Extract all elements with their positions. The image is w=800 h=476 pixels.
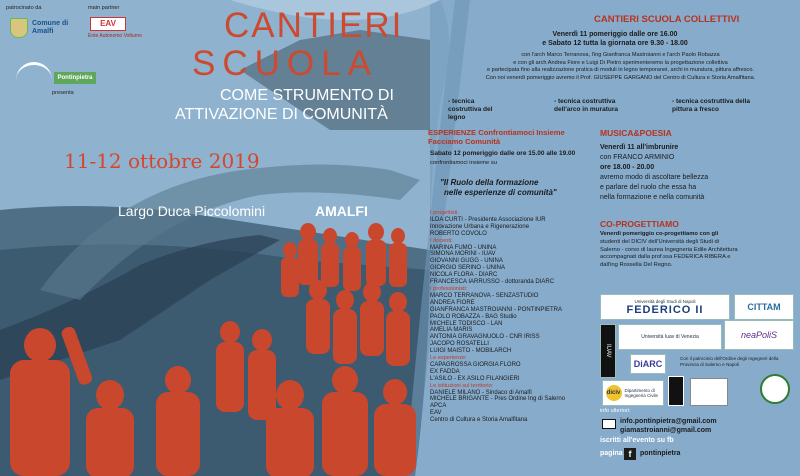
esperienza-item: L'ASILO - EX ASILO FILANGIERI bbox=[430, 375, 520, 382]
cantieri-text3: e partecipata fino alla realizzazione pratica di moduli in legno temporanei, archi in muratura, pittura affresco. bbox=[487, 67, 754, 74]
email-2[interactable]: giamastroianni@gmail.com bbox=[620, 427, 712, 434]
professionista-item: MICHELE TODISCO - LAN bbox=[430, 320, 503, 327]
fb-page-link[interactable]: pontinpietra bbox=[640, 450, 681, 457]
ordine-salerno-logo bbox=[690, 378, 728, 406]
presenta-label: presenta bbox=[52, 90, 74, 96]
cantieri-heading: CANTIERI SCUOLA COLLETTIVI bbox=[594, 14, 740, 25]
federico-logo: Università degli Studi di Napoli FEDERICO II bbox=[600, 294, 730, 320]
title-line2: SCUOLA bbox=[192, 44, 378, 83]
esperienze-heading2: Facciamo Comunità bbox=[428, 137, 501, 146]
coprog-text1: Venerdì pomeriggio co-progettiamo con gli bbox=[600, 231, 719, 237]
docenti-heading: I docenti: bbox=[430, 237, 453, 244]
musica-with: con FRANCO ARMINIO bbox=[600, 154, 675, 161]
esperienze-list-heading: Le esperienze: bbox=[430, 355, 467, 362]
esperienza-item: CAPAGROSSA GIORGIA FLORO bbox=[430, 361, 521, 368]
diarc-logo: DiARC bbox=[630, 354, 666, 374]
subtitle-line1: COME STRUMENTO DI bbox=[220, 87, 394, 104]
docente-item: GIOVANNI GUGG - UNINA bbox=[430, 258, 503, 265]
pontinpietra-logo: Pontinpietra bbox=[54, 72, 96, 84]
coprog-heading: CO-PROGETTIAMO bbox=[600, 219, 679, 229]
subtitle-line2: ATTIVAZIONE DI COMUNITÀ bbox=[175, 106, 388, 123]
cantieri-when1: Venerdì 11 pomeriggio dalle ore 16.00 bbox=[552, 31, 678, 38]
coprog-text4: accompagnati dalla prof.ssa FEDERICA RIBERA e bbox=[600, 254, 731, 261]
ordine-ingegneri-icon bbox=[668, 376, 684, 406]
docente-item: SIMONA MORINI - IUAV bbox=[430, 251, 496, 258]
pagina-label: pagina bbox=[600, 450, 623, 457]
professionista-item: ANDREA FIORE bbox=[430, 299, 475, 306]
quote-line2: nelle esperienze di comunità" bbox=[444, 187, 557, 197]
professionista-item: PAOLO ROBAZZA - BAG Studio bbox=[430, 313, 517, 320]
patrocinato-label: patrocinato da bbox=[6, 5, 42, 11]
iuav-logo: IUAV bbox=[600, 324, 616, 378]
cantieri-text2: e con gli arch Andrea Fiore e Luigi Di Pietro sperimenteremo la progettazione collettiva bbox=[513, 59, 728, 66]
professionista-item: AMELIA MARIS bbox=[430, 327, 473, 334]
coprog-text3: Salerno - corso di laurea Ingegneria Edile Architettura bbox=[600, 246, 738, 253]
mail-icon bbox=[602, 419, 616, 429]
progettisti-heading: I progettisti: bbox=[430, 210, 459, 216]
progettista-item: Innovazione Urbana e Rigenerazione bbox=[430, 223, 530, 230]
professionista-item: JACOPO ROSATELLI bbox=[430, 341, 489, 348]
event-place: Largo Duca Piccolomini bbox=[118, 203, 266, 219]
musica-text2: e parlare del ruolo che essa ha bbox=[600, 184, 697, 191]
progettista-item: ILDA CURTI - Presidente Associazione IUR bbox=[430, 216, 546, 223]
main-partner-label: main partner bbox=[88, 5, 120, 11]
tecnica-arco: - tecnica costruttiva dell'arco in muratura bbox=[554, 98, 619, 113]
tecnica-fresco: - tecnica costruttiva della pittura a fresco bbox=[672, 98, 751, 113]
istituzione-item: DANIELE MILANO - Sindaco di Amalfi bbox=[430, 389, 532, 396]
ordine-text: Con il patrocinio dell'Ordine degli Ingegneri della Provincia di Salerno e Napoli bbox=[680, 356, 779, 367]
progettista-item: ROBERTO COVOLO bbox=[430, 230, 487, 237]
docente-item: NICOLA FLORA - DIARC bbox=[430, 272, 498, 279]
eav-label: Ente Autonomo Volturno bbox=[88, 33, 142, 39]
amalfi-crest-icon bbox=[10, 18, 28, 38]
event-dates: 11-12 ottobre 2019 bbox=[64, 149, 260, 173]
musica-text1: avremo modo di ascoltare bellezza bbox=[600, 174, 709, 181]
professionisti-heading: I professionisti: bbox=[430, 285, 468, 292]
istituzioni-heading: Le istituzioni sul territorio: bbox=[430, 382, 494, 389]
docente-item: FRANCESCA IARRUSSO - dottoranda DIARC bbox=[430, 279, 555, 286]
musica-text3: nella formazione e nella comunità bbox=[600, 194, 705, 201]
istituzione-item: Centro di Cultura e Storia Amalfitana bbox=[430, 417, 528, 424]
cantieri-when2: e Sabato 12 tutta la giornata ore 9.30 - 18.00 bbox=[542, 40, 688, 47]
cantieri-text1: con l'arch Marco Terranova, l'ing Gianfranca Mastroianni e l'arch Paolo Robazza bbox=[521, 52, 720, 58]
cittam-logo: CITTAM bbox=[734, 294, 794, 320]
iscritti-text: iscritti all'evento su fb bbox=[600, 437, 674, 444]
quote-line1: "Il Ruolo della formazione bbox=[440, 178, 539, 187]
musica-when: Venerdì 11 all'imbrunire bbox=[600, 144, 679, 151]
professionista-item: ANTONIA GRAVAGNUOLO - CNR IRISS bbox=[430, 334, 540, 341]
istituzione-item: MICHELE BRIGANTE - Pres Ordine Ing di Salerno bbox=[430, 396, 566, 403]
seal-logo bbox=[760, 374, 790, 404]
email-1[interactable]: info.pontinpietra@gmail.com bbox=[620, 418, 717, 425]
coprog-text2: studenti del DICIV dell'Università degli Studi di bbox=[600, 238, 720, 245]
istituzione-item: EAV bbox=[430, 410, 442, 417]
event-city: AMALFI bbox=[315, 203, 368, 219]
esperienze-when: Sabato 12 pomeriggio dalle ore 15.00 alle 19.00 bbox=[430, 150, 576, 157]
professionista-item: MARCO TERRANOVA - SENZASTUDIO bbox=[430, 292, 539, 299]
professionista-item: LUIGI MAISTO - MOBILARCH bbox=[430, 348, 512, 355]
comune-logo: Comune di Amalfi bbox=[32, 20, 69, 35]
esperienza-item: EX FADDA bbox=[430, 368, 460, 375]
professionista-item: GIANFRANCA MASTROIANNI - PONTINPIETRA bbox=[430, 306, 563, 313]
coprog-text5: dall'ing Rossella Del Regno. bbox=[600, 262, 673, 269]
title-line1: CANTIERI bbox=[224, 6, 404, 45]
istituzione-item: APCA bbox=[430, 403, 447, 410]
musica-hours: ore 18.00 - 20.00 bbox=[600, 164, 655, 171]
people-list bbox=[430, 210, 565, 424]
iuav-sub: Università Iuav di Venezia bbox=[618, 324, 722, 350]
diciv-logo: diciv Dipartimento di Ingegneria Civile bbox=[602, 380, 664, 406]
info-label: info ulteriori: bbox=[600, 408, 631, 414]
docente-item: MARINA FUMO - UNINA bbox=[430, 244, 497, 251]
esperienze-with: confrontiamoci insieme su bbox=[430, 159, 498, 166]
tecnica-legno: - tecnica costruttiva del legno bbox=[448, 98, 493, 121]
neapolis-logo: neaPoliS bbox=[724, 320, 794, 350]
esperienze-heading: ESPERIENZE Confrontiamoci Insieme bbox=[428, 128, 565, 137]
musica-heading: MUSICA&POESIA bbox=[600, 128, 672, 138]
facebook-icon[interactable]: f bbox=[624, 448, 636, 460]
cantieri-text4: Con noi venerdì pomeriggio avremo il Prof. GIUSEPPE GARGANO del Centro di Cultura e Storia Amalfitana. bbox=[485, 74, 756, 81]
docente-item: GIORGIO SERINO - UNINA bbox=[430, 265, 506, 272]
eav-logo: EAV bbox=[90, 17, 126, 31]
